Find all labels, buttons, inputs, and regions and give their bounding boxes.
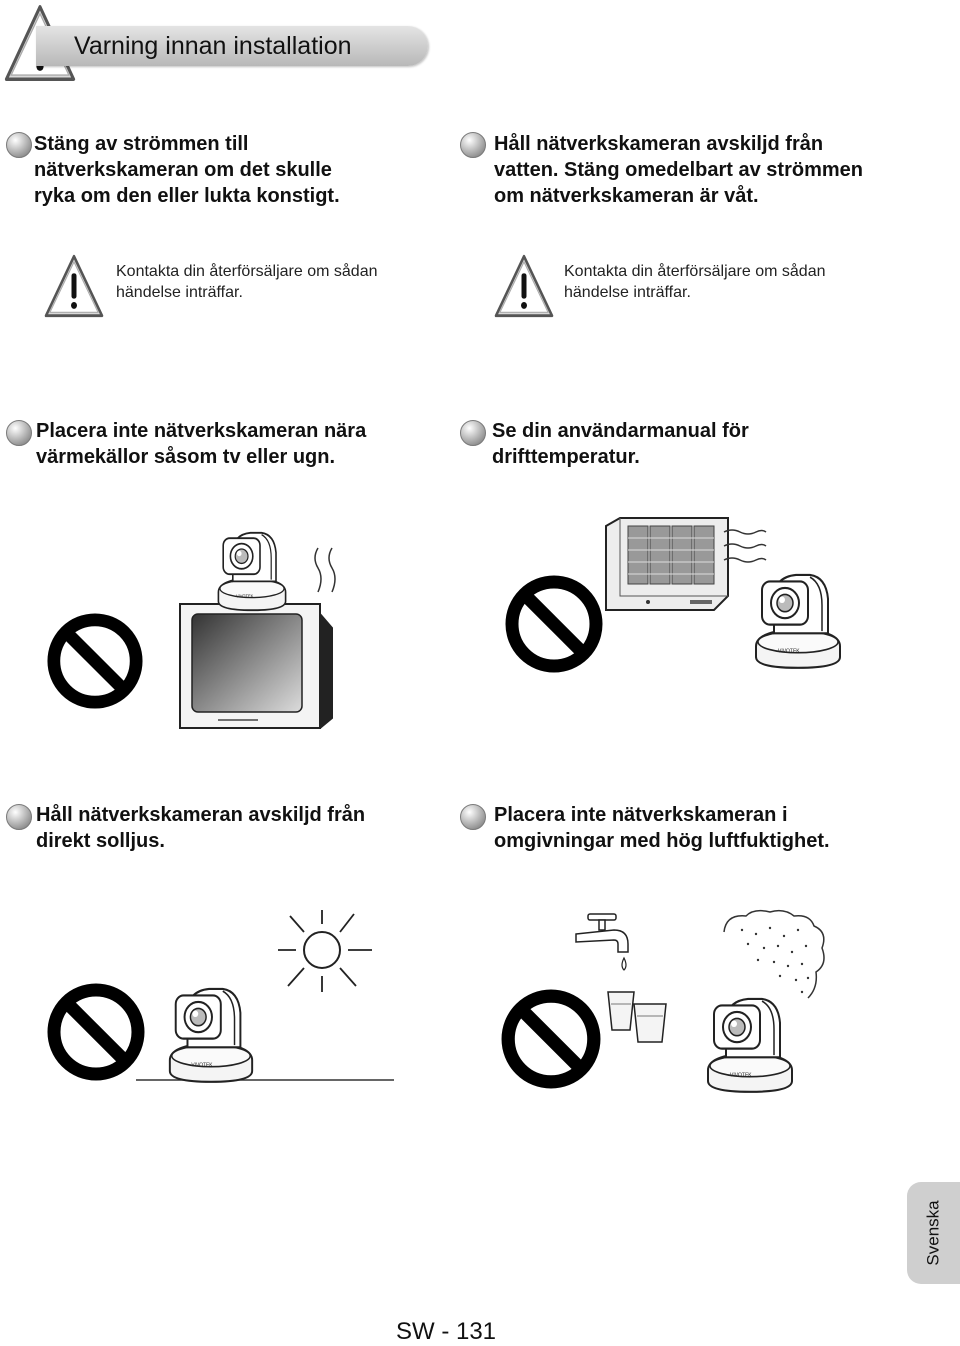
language-tab-label-wrap	[907, 1182, 960, 1284]
camera-illustration	[700, 986, 800, 1094]
prohibition-icon	[46, 612, 144, 710]
heat-wave-lines	[722, 528, 768, 566]
page-title: Varning innan installation	[74, 32, 352, 60]
bullet-icon	[6, 420, 32, 446]
bullet-icon	[460, 420, 486, 446]
camera-illustration	[748, 562, 848, 670]
warning-triangle-icon	[494, 254, 554, 318]
warning-text-smoke: Stäng av strömmen till nätverkskameran om det skulle ryka om den eller lukta konstigt.	[34, 133, 340, 207]
bullet-icon	[460, 804, 486, 830]
warning-text-temperature: Se din användarmanual för drifttemperatur.	[492, 420, 749, 468]
notice-text: Kontakta din återförsäljare om sådan händelse inträffar.	[116, 263, 378, 301]
warning-text-heat: Placera inte nätverkskameran nära värmekällor såsom tv eller ugn.	[36, 420, 367, 468]
bullet-icon	[6, 132, 32, 158]
tv-illustration	[178, 600, 334, 732]
notice-text: Kontakta din återförsäljare om sådan händelse inträffar.	[564, 263, 826, 301]
camera-illustration	[162, 976, 260, 1084]
language-tab-label: Svenska	[923, 1200, 943, 1266]
warning-text-sunlight: Håll nätverkskameran avskiljd från direkt solljus.	[36, 804, 366, 852]
page-number: SW - 131	[396, 1318, 497, 1345]
warning-text-water: Håll nätverkskameran avskiljd från vatten. Stäng omedelbart av strömmen om nätverkskameran är våt.	[494, 133, 863, 207]
camera-illustration	[212, 522, 292, 612]
sun-illustration	[268, 906, 380, 998]
prohibition-icon	[46, 982, 146, 1082]
heat-wave-lines	[312, 546, 342, 596]
bullet-icon	[460, 132, 486, 158]
prohibition-icon	[504, 574, 604, 674]
bullet-icon	[6, 804, 32, 830]
heater-illustration	[604, 516, 730, 612]
warning-text-humidity: Placera inte nätverkskameran i omgivningar med hög luftfuktighet.	[494, 804, 830, 852]
warning-triangle-icon	[44, 254, 104, 318]
faucet-illustration	[574, 908, 674, 1048]
